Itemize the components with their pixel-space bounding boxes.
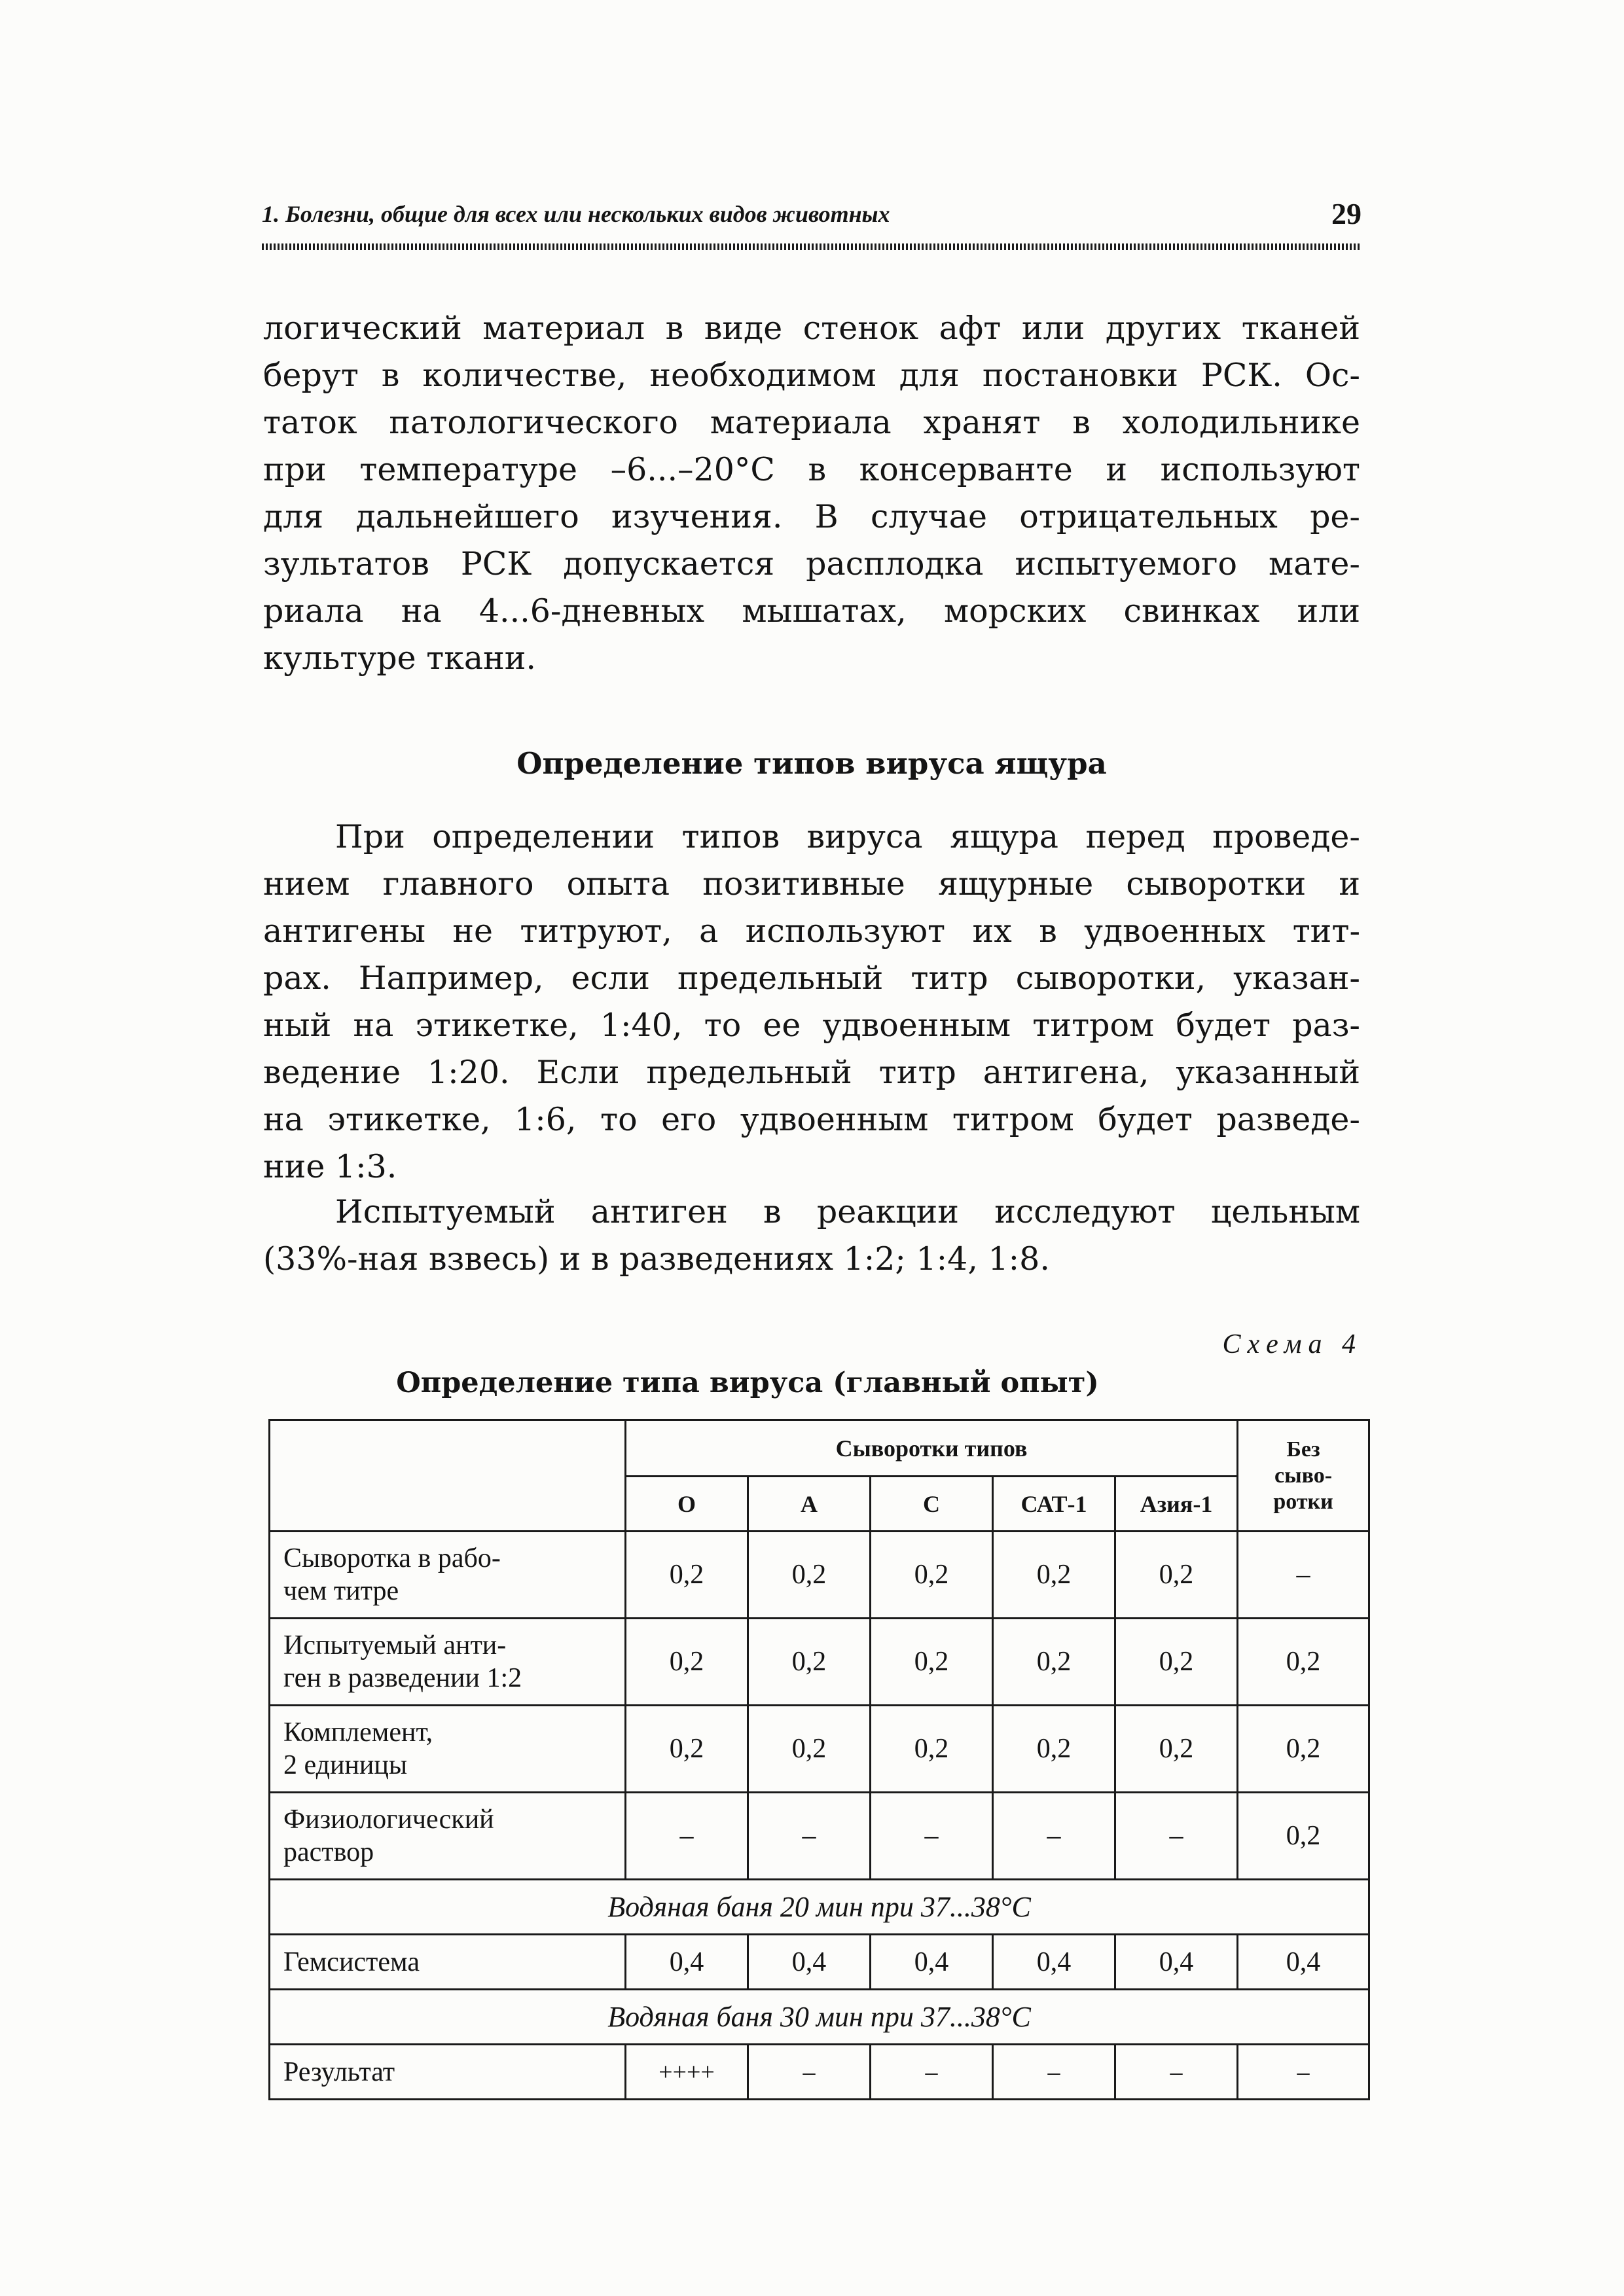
text-line: берут в количестве, необходимом для постановки РСК. Ос-	[263, 357, 1360, 394]
row-label: Испытуемый анти- ген в разведении 1:2	[270, 1619, 626, 1706]
text-line: нием главного опыта позитивные ящурные сыворотки и	[263, 865, 1360, 903]
table-cell: –	[871, 1793, 993, 1880]
table-cell: 0,2	[1115, 1532, 1238, 1619]
text-line: логический материал в виде стенок афт или других тканей	[263, 310, 1360, 347]
text-line: ный на этикетке, 1:40, то ее удвоенным титром будет раз-	[263, 1007, 1360, 1044]
table-cell: 0,2	[871, 1532, 993, 1619]
table-cell: 0,2	[1115, 1706, 1238, 1793]
table-cell: –	[1238, 2045, 1369, 2100]
table-cell: –	[1115, 2045, 1238, 2100]
text-line: на этикетке, 1:6, то его удвоенным титром будет разведе-	[263, 1101, 1360, 1138]
table-cell: 0,4	[1115, 1935, 1238, 1990]
table-cell: 0,2	[1115, 1619, 1238, 1706]
table-row	[270, 1532, 1369, 1619]
header-rule	[262, 243, 1362, 250]
scheme-table	[268, 1419, 1370, 2100]
table-row	[270, 1619, 1369, 1706]
table-cell: 0,2	[626, 1532, 748, 1619]
text-line: Испытуемый антиген в реакции исследуют цельным	[335, 1193, 1360, 1230]
table-row	[270, 1935, 1369, 1990]
water-bath-note-1: Водяная баня 20 мин при 37...38°С	[270, 1880, 1369, 1935]
row-label: Результат	[270, 2045, 626, 2100]
table-cell: –	[1115, 1793, 1238, 1880]
water-bath-note-2: Водяная баня 30 мин при 37...38°С	[270, 1990, 1369, 2045]
text-line: антигены не титруют, а используют их в удвоенных тит-	[263, 912, 1360, 950]
table-cell: 0,2	[748, 1706, 871, 1793]
column-header: О	[626, 1477, 748, 1532]
table-row	[270, 2045, 1369, 2100]
column-header: А	[748, 1477, 871, 1532]
row-label: Физиологический раствор	[270, 1793, 626, 1880]
text-line: зультатов РСК допускается расплодка испытуемого мате-	[263, 545, 1360, 583]
text-line: культуре ткани.	[263, 639, 536, 677]
running-head	[262, 196, 1362, 238]
table-cell: 0,4	[626, 1935, 748, 1990]
table-cell: 0,2	[993, 1706, 1115, 1793]
table-cell: 0,4	[993, 1935, 1115, 1990]
running-head-title: 1. Болезни, общие для всех или нескольких видов животных	[262, 201, 890, 227]
text-line: таток патологического материала хранят в холодильнике	[263, 404, 1360, 441]
text-line: ведение 1:20. Если предельный титр антигена, указанный	[263, 1054, 1360, 1091]
text-line: риала на 4...6-дневных мышатах, морских свинках или	[263, 592, 1360, 630]
text-line: рах. Например, если предельный титр сыворотки, указан-	[263, 960, 1360, 997]
text-line: для дальнейшего изучения. В случае отрицательных ре-	[263, 498, 1360, 535]
section-heading: Определение типов вируса ящура	[516, 746, 1107, 781]
paragraph-3	[263, 1189, 1360, 1283]
table-cell: 0,2	[1238, 1706, 1369, 1793]
row-label: Сыворотка в рабо- чем титре	[270, 1532, 626, 1619]
note-row	[270, 1880, 1369, 1935]
corner-cell	[270, 1420, 626, 1532]
table-cell: –	[1238, 1532, 1369, 1619]
table-cell: 0,4	[748, 1935, 871, 1990]
table-cell: 0,4	[871, 1935, 993, 1990]
column-header: САТ-1	[993, 1477, 1115, 1532]
table-cell: –	[993, 1793, 1115, 1880]
table-cell: 0,2	[871, 1619, 993, 1706]
serum-group-header: Сыворотки типов	[626, 1420, 1238, 1477]
table-cell: –	[871, 2045, 993, 2100]
table-cell: 0,2	[993, 1619, 1115, 1706]
note-row	[270, 1990, 1369, 2045]
table-header-row	[270, 1420, 1369, 1477]
row-label: Комплемент, 2 единицы	[270, 1706, 626, 1793]
column-header: Азия-1	[1115, 1477, 1238, 1532]
table-cell: 0,2	[626, 1619, 748, 1706]
table-cell: 0,2	[993, 1532, 1115, 1619]
paragraph-2	[263, 814, 1360, 1191]
text-line: (33%-ная взвесь) и в разведениях 1:2; 1:4, 1:8.	[263, 1240, 1050, 1278]
table-cell: 0,2	[1238, 1619, 1369, 1706]
table-cell: –	[748, 2045, 871, 2100]
scheme-label: Схема 4	[1222, 1329, 1362, 1359]
table-cell: 0,2	[871, 1706, 993, 1793]
text-line: При определении типов вируса ящура перед проведе-	[335, 818, 1360, 855]
table-row	[270, 1706, 1369, 1793]
no-serum-header: Без сыво- ротки	[1238, 1420, 1369, 1532]
paragraph-1	[263, 305, 1360, 682]
table-cell: –	[993, 2045, 1115, 2100]
table-cell: ++++	[626, 2045, 748, 2100]
table-cell: –	[626, 1793, 748, 1880]
table-cell: 0,4	[1238, 1935, 1369, 1990]
column-header: С	[871, 1477, 993, 1532]
row-label: Гемсистема	[270, 1935, 626, 1990]
text-line: ние 1:3.	[263, 1148, 397, 1185]
table-row	[270, 1793, 1369, 1880]
table-cell: 0,2	[1238, 1793, 1369, 1880]
table-cell: –	[748, 1793, 871, 1880]
table-cell: 0,2	[748, 1532, 871, 1619]
page-number: 29	[1331, 197, 1362, 230]
table-cell: 0,2	[748, 1619, 871, 1706]
table-cell: 0,2	[626, 1706, 748, 1793]
table-title: Определение типа вируса (главный опыт)	[396, 1367, 1099, 1399]
text-line: при температуре –6...–20°С в консерванте и используют	[263, 451, 1360, 488]
